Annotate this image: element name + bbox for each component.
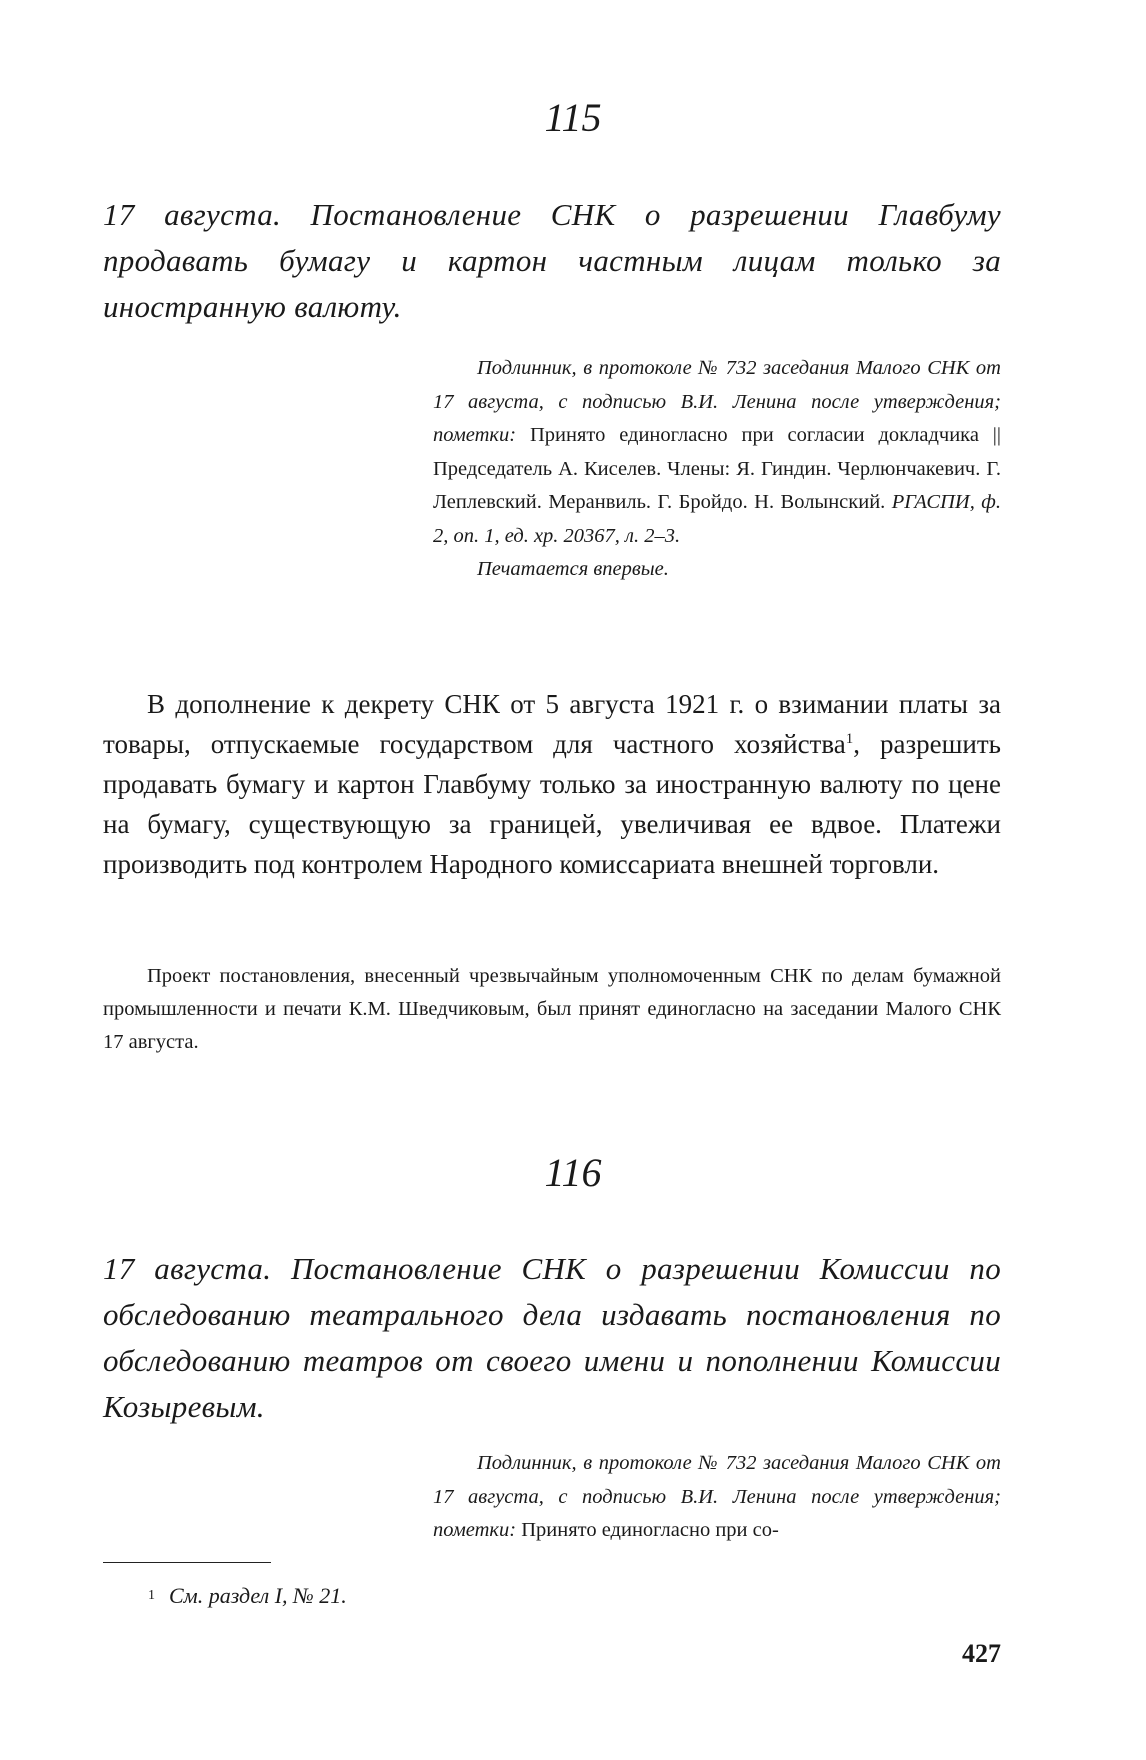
source-archive: РГАСПИ, ф. 2, оп. 1, ед. хр. 20367, л. 2–3. <box>433 491 1001 547</box>
source-printed: Печатается впервые. <box>477 558 669 580</box>
page-number: 427 <box>962 1639 1001 1668</box>
footnote-mark: 1 <box>148 1588 155 1603</box>
source-marks: Принято единогласно при согласии докладчика || Председатель А. Киселев. Члены: Я. Гиндин. Черлюнчакевич. Г. Леплевский. Меранвиль. Г. Бройдо. Н. Волынский. <box>433 424 1001 513</box>
source-prefix: Подлинник, в протоколе № 732 заседания Малого СНК от 17 августа, с подписью В.И. Ленина после утверждения; пометки: <box>433 357 1001 446</box>
footnote-reference: 1 <box>845 731 854 747</box>
document-title-116: 17 августа. Постановление СНК о разрешении Комиссии по обследованию театрального дела издавать постановления по обследованию театров от своего имени и пополнении Комиссии Козыревым. <box>103 1251 1001 1424</box>
source-note-115 <box>433 352 1001 587</box>
footnote-divider <box>103 1562 271 1563</box>
source-note-116 <box>433 1447 1001 1548</box>
decree-text-115 <box>103 684 1001 884</box>
decree-text-part2: , разрешить продавать бумагу и картон Главбуму только за иностранную валюту по цене на бумагу, существующую за границей, увеличивая ее вдвое. Платежи производить под контролем Народного комиссариата внешней торговли. <box>103 729 1001 879</box>
source-marks: Принято единогласно при со- <box>521 1519 779 1541</box>
document-number-115: 115 <box>544 95 602 140</box>
editorial-comment-115: Проект постановления, внесенный чрезвычайным уполномоченным СНК по делам бумажной промышленности и печати К.М. Шведчиковым, был принят единогласно на заседании Малого СНК 17 августа. <box>103 965 1001 1053</box>
document-number-116: 116 <box>544 1150 602 1195</box>
decree-text-part1: В дополнение к декрету СНК от 5 августа 1921 г. о взимании платы за товары, отпускаемые государством для частного хозяйства <box>103 689 1001 759</box>
footnote <box>148 1580 347 1612</box>
footnote-text: См. раздел I, № 21. <box>169 1583 347 1608</box>
document-title-115: 17 августа. Постановление СНК о разрешении Главбуму продавать бумагу и картон частным лицам только за иностранную валюту. <box>103 197 1001 324</box>
source-prefix: Подлинник, в протоколе № 732 заседания Малого СНК от 17 августа, с подписью В.И. Ленина после утверждения; пометки: <box>433 1452 1001 1541</box>
